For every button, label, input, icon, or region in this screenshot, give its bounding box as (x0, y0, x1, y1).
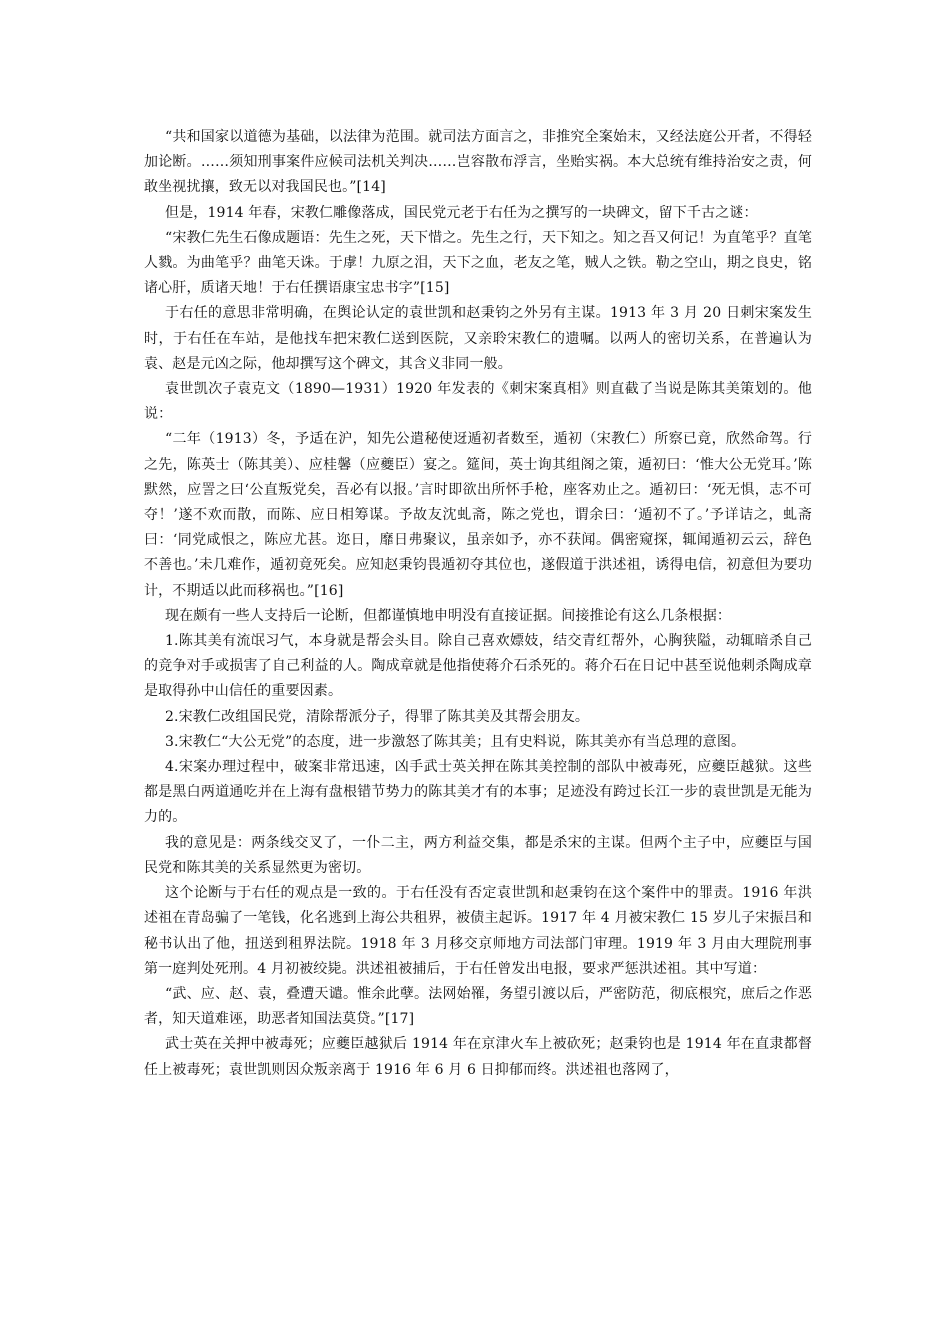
list-item-4: 4.宋案办理过程中，破案非常迅速，凶手武士英关押在陈其美控制的部队中被毒死，应夔臣越狱。这些都是黑白两道通吃并在上海有盘根错节势力的陈其美才有的本事；足迹没有跨过长江一步的袁世凯是无能为力的。 (144, 759, 812, 826)
body-paragraph-5: 袁世凯次子袁克文（1890—1931）1920 年发表的《刺宋案真相》则直截了当说是陈其美策划的。他说： (144, 381, 812, 423)
list-item-3: 3.宋教仁“大公无党”的态度，进一步激怒了陈其美；且有史料说，陈其美亦有当总理的意图。 (165, 733, 746, 750)
document-page (144, 125, 812, 1083)
quote-paragraph-3: “宋教仁先生石像成题语：先生之死，天下惜之。先生之行，天下知之。知之吾又何记！为直笔乎？直笔人戮。为曲笔乎？曲笔天诛。于虖！九原之泪，天下之血，老友之笔，贼人之铁。勒之空山，期之良史，铭诸心肝，质诸天地！于右任撰语康宝忠书字”[15] (144, 229, 812, 297)
list-item-2: 2.宋教仁改组国民党，清除帮派分子，得罪了陈其美及其帮会朋友。 (165, 708, 590, 725)
body-paragraph-13: 这个论断与于右任的观点是一致的。于右任没有否定袁世凯和赵秉钧在这个案件中的罪责。1916 年洪述祖在青岛骗了一笔钱，化名逃到上海公共租界，被债主起诉。1917 年 4 月被宋教仁 15 岁儿子宋振吕和秘书认出了他，扭送到租界法院。1918 年 3 月移交京师地方司法部门审理。1919 年 3 月由大理院刑事第一庭判处死刑。4 月初被绞毙。洪述祖被捕后，于右任曾发出电报，要求严惩洪述祖。其中写道： (144, 885, 812, 977)
body-paragraph-2: 但是，1914 年春，宋教仁雕像落成，国民党元老于右任为之撰写的一块碑文，留下千古之谜： (165, 204, 758, 221)
body-paragraph-4: 于右任的意思非常明确，在舆论认定的袁世凯和赵秉钧之外另有主谋。1913 年 3 月 20 日刺宋案发生时，于右任在车站，是他找车把宋教仁送到医院，又亲聆宋教仁的遗嘱。以两人的密切关系，在普遍认为袁、赵是元凶之际，他却撰写这个碑文，其含义非同一般。 (144, 305, 812, 372)
quote-paragraph-14: “武、应、赵、袁，叠遭天谴。惟余此孽。法网始罹，务望引渡以后，严密防范，彻底根究，庶后之作恶者，知天道难诬，助恶者知国法莫贷。”[17] (144, 985, 812, 1028)
quote-paragraph-1: “共和国家以道德为基础，以法律为范围。就司法方面言之，非推究全案始末，又经法庭公开者，不得轻加论断。……须知刑事案件应候司法机关判决……岂容散布浮言，坐贻实祸。本大总统有维持治安之责，何敢坐视扰攘，致无以对我国民也。”[14] (144, 129, 812, 196)
body-paragraph-12: 我的意见是：两条线交叉了，一仆二主，两方利益交集，都是杀宋的主谋。但两个主子中，应夔臣与国民党和陈其美的关系显然更为密切。 (144, 834, 812, 876)
list-item-1: 1.陈其美有流氓习气，本身就是帮会头目。除自己喜欢嫖妓，结交青红帮外，心胸狭隘，动辄暗杀自己的竞争对手或损害了自己利益的人。陶成章就是他指使蒋介石杀死的。蒋介石在日记中甚至说他刺杀陶成章是取得孙中山信任的重要因素。 (144, 633, 812, 700)
body-paragraph-7: 现在颇有一些人支持后一论断，但都谨慎地申明没有直接证据。间接推论有这么几条根据： (165, 607, 731, 624)
body-paragraph-15: 武士英在关押中被毒死；应夔臣越狱后 1914 年在京津火车上被砍死；赵秉钧也是 1914 年在直隶都督任上被毒死；袁世凯则因众叛亲离于 1916 年 6 月 6 日抑郁而终。洪述祖也落网了， (144, 1036, 812, 1078)
quote-paragraph-6: “二年（1913）冬，予适在沪，知先公遣秘使迓遁初者数至，遁初（宋教仁）所察已竟，欣然命驾。行之先，陈英士（陈其美）、应桂馨（应夔臣）宴之。筵间，英士询其组阁之策，遁初曰：‘惟大公无党耳。’陈默然，应詈之曰‘公直叛党矣，吾必有以报。’言时即欲出所怀手枪，座客劝止之。遁初曰：‘死无惧，志不可夺！’遂不欢而散，而陈、应日相筹谋。予故友沈虬斋，陈之党也，谓余曰：‘遁初不了。’予详诘之，虬斋曰：‘同党咸恨之，陈应尤甚。迩日，靡日弗聚议，虽亲如予，亦不获闻。偶密窥探，辄闻遁初云云，辞色不善也。’未几难作，遁初竟死矣。应知赵秉钧畏遁初夺其位也，遂假道于洪述祖，诱得电信，初意但为要功计，不期适以此而移祸也。”[16] (144, 431, 812, 599)
